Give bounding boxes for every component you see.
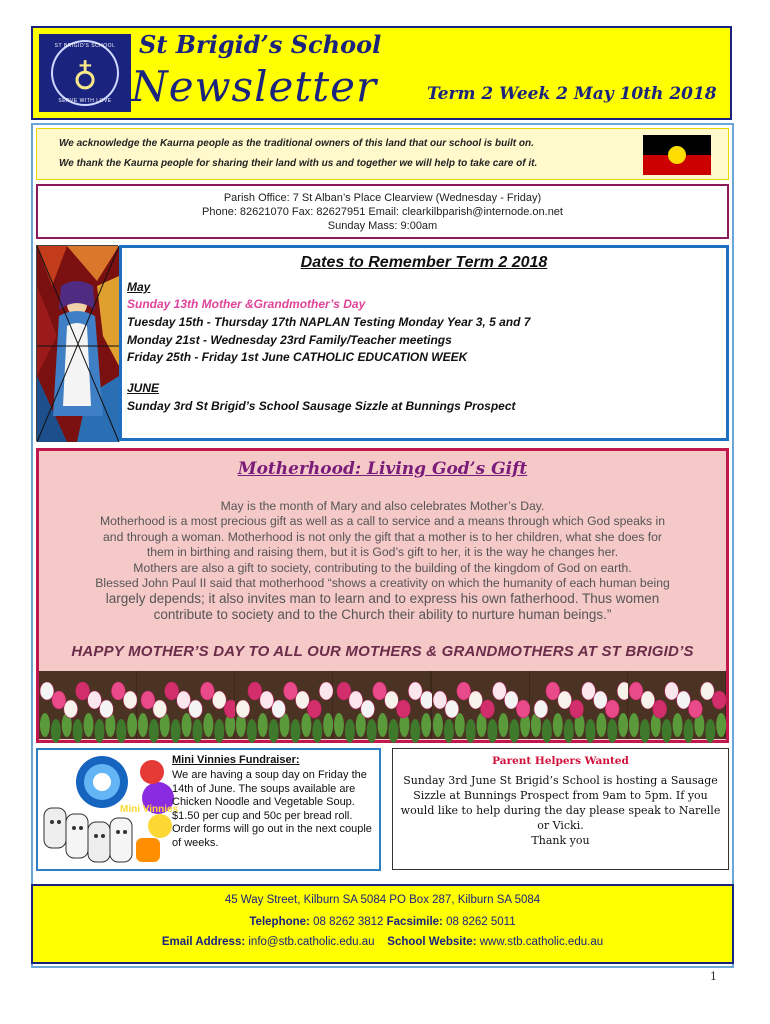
tulip-tile <box>530 671 628 739</box>
tulip-tile <box>333 671 431 739</box>
school-crest-logo <box>37 32 133 114</box>
article-line: and through a woman. Motherhood is not only the gift that a mother is to her children, what she does for <box>103 529 662 544</box>
article-line: Mothers are also a gift to society, contributing to the building of the kingdom of God on earth. <box>133 560 632 575</box>
mothers-day-greeting: HAPPY MOTHER’S DAY TO ALL OUR MOTHERS & GRANDMOTHERS AT ST BRIGID’S <box>71 643 694 660</box>
telephone-label: Telephone: <box>249 916 310 928</box>
footer-address: 45 Way Street, Kilburn SA 5084 PO Box 287, Kilburn SA 5084 <box>224 894 541 906</box>
vinnies-title: Mini Vinnies Fundraiser: <box>172 754 300 766</box>
footer-web-line <box>33 936 732 948</box>
parish-mass-time: Sunday Mass: 9:00am <box>327 220 438 232</box>
parent-helpers-box <box>392 748 729 870</box>
telephone-number: 08 8262 3812 <box>313 916 384 928</box>
issue-date: Term 2 Week 2 May 10th 2018 <box>427 84 717 104</box>
helpers-text: Sunday 3rd June St Brigid’s School is hosting a Sausage Sizzle at Bunnings Prospect from 9am to 5pm. If you would like to help during the day please speak to Narelle or Vicki. <box>400 774 721 832</box>
stained-glass-image <box>36 245 118 441</box>
article-title: Motherhood: Living God’s Gift <box>237 459 528 479</box>
date-item: Sunday 13th Mother &Grandmother’s Day <box>127 297 366 311</box>
website-label: School Website: <box>387 936 477 948</box>
acknowledgement-box <box>36 128 729 180</box>
crest-text-bottom: SERVE WITH LOVE <box>58 98 112 104</box>
acknowledgement-line: We acknowledge the Kaurna people as the traditional owners of this land that our school is built on. <box>59 138 534 149</box>
email-link[interactable]: info@stb.catholic.edu.au <box>248 936 375 948</box>
article-body <box>45 499 720 622</box>
tulip-tile <box>628 671 726 739</box>
date-item: Sunday 3rd St Brigid’s School Sausage Sizzle at Bunnings Prospect <box>127 399 516 413</box>
mini-vinnies-box <box>36 748 381 871</box>
article-line: May is the month of Mary and also celebrates Mother’s Day. <box>220 499 545 513</box>
article-line: them in birthing and raising them, but it is God’s gift to her, it is the way he changes her. <box>146 545 619 560</box>
mini-vinnies-logo <box>40 752 179 868</box>
harp-icon: ♁ <box>72 54 98 94</box>
article-line: Motherhood is a most precious gift as well as a call to service and a means through which God speaks in <box>100 514 665 529</box>
parish-office: Parish Office: 7 St Alban’s Place Clearview (Wednesday - Friday) <box>223 192 542 204</box>
newsletter-title: Newsletter <box>131 62 378 111</box>
month-heading-june: JUNE <box>127 381 160 395</box>
website-link[interactable]: www.stb.catholic.edu.au <box>479 936 604 948</box>
masthead <box>31 26 732 120</box>
crest-text-top: ST BRIGID'S SCHOOL <box>54 43 116 49</box>
email-label: Email Address: <box>161 936 246 948</box>
fax-number: 08 8262 5011 <box>446 916 516 928</box>
tulip-tile <box>137 671 235 739</box>
date-item: Tuesday 15th - Thursday 17th NAPLAN Testing Monday Year 3, 5 and 7 <box>127 315 531 329</box>
vinnies-body: We are having a soup day on Friday the 14th of June. The soups available are Chicken Noodle and Vegetable Soup. $1.50 per cup and 50c per bread roll. Order forms will go out in the next couple of weeks. <box>172 769 372 849</box>
date-item: Friday 25th - Friday 1st June CATHOLIC EDUCATION WEEK <box>127 350 468 364</box>
date-item: Monday 21st - Wednesday 23rd Family/Teacher meetings <box>127 333 452 347</box>
helpers-body <box>399 773 722 848</box>
dates-to-remember <box>119 245 729 441</box>
tulip-banner-image <box>39 671 726 739</box>
tulip-tile <box>432 671 530 739</box>
dates-heading: Dates to Remember Term 2 2018 <box>300 254 548 271</box>
helpers-title: Parent Helpers Wanted <box>492 755 629 767</box>
article-line: Blessed John Paul II said that motherhood “shows a creativity on which the humanity of each human being <box>95 576 670 591</box>
aboriginal-flag-icon <box>643 135 711 175</box>
fax-label: Facsimile: <box>386 916 443 928</box>
stained-glass-art <box>37 246 119 442</box>
month-heading-may: May <box>127 280 151 294</box>
parish-contact: Phone: 82621070 Fax: 82627951 Email: clearkilbparish@internode.on.net <box>202 206 563 218</box>
mini-vinnies-art-label: Mini Vinnies <box>120 804 179 815</box>
article-line: largely depends; it also invites man to learn and to express his own fatherhood. Thus women <box>105 591 660 607</box>
school-contact-footer <box>31 884 734 964</box>
helpers-thanks: Thank you <box>531 834 590 847</box>
tulip-tile <box>235 671 333 739</box>
parish-info <box>36 184 729 239</box>
page-number: 1 <box>710 970 717 983</box>
tulip-tile <box>39 671 137 739</box>
article-line: contribute to society and to the Church their ability to nurture human beings.” <box>153 606 612 622</box>
school-name: St Brigid’s School <box>139 30 382 59</box>
acknowledgement-line: We thank the Kaurna people for sharing their land with us and together we will help to take care of it. <box>59 158 538 169</box>
footer-phone-line <box>33 916 732 928</box>
motherhood-article <box>36 448 729 743</box>
